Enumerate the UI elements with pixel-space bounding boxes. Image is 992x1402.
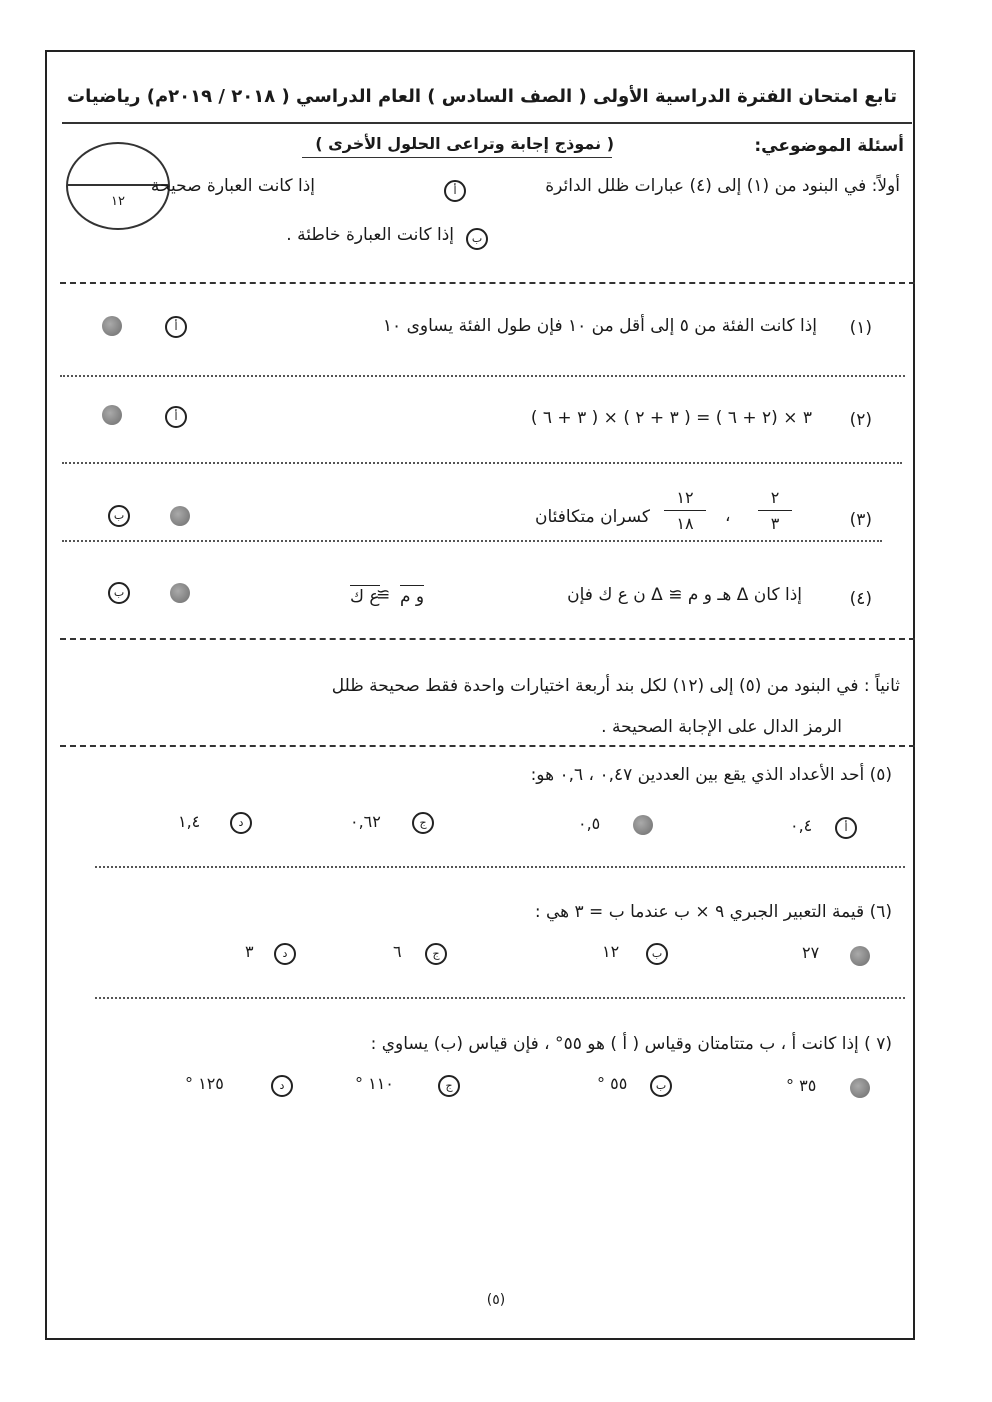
true-symbol-icon: أ (444, 180, 466, 202)
model-answer-note: ( نموذج إجابة وتراعى الحلول الأخرى ) (315, 134, 614, 153)
q1-option-true[interactable]: أ (165, 316, 187, 338)
q2-number: (٢) (849, 410, 872, 430)
divider-dashed-1 (60, 282, 915, 284)
q2-option-true[interactable]: أ (165, 406, 187, 428)
q4-number: (٤) (849, 589, 872, 609)
q6-option-c-value: ٦ (393, 942, 402, 961)
true-meaning: إذا كانت العبارة صحيحة (150, 176, 315, 196)
q2-text: ٣ × (٢ + ٦ ) = ( ٣ + ٢ ) × ( ٣ + ٦ ) (530, 408, 812, 428)
score-value: ١٢ (111, 194, 125, 209)
q3-fraction-1-denominator: ٣ (770, 514, 780, 533)
q4-text: إذا كان Δ هـ و م ≅ Δ ن ع ك فإن (567, 585, 802, 605)
divider-dotted-5 (95, 997, 905, 999)
q1-text: إذا كانت الفئة من ٥ إلى أقل من ١٠ فإن طول الفئة يساوى ١٠ (382, 316, 817, 336)
q3-fraction-1 (758, 488, 792, 533)
part2-instruction-1: ثانياً : في البنود من (٥) إلى (١٢) لكل بند أربعة اختيارات واحدة فقط صحيحة ظلل (331, 676, 900, 696)
divider-dotted-2 (62, 462, 902, 464)
q1-shaded-answer[interactable] (102, 316, 122, 336)
q4-shaded-answer[interactable] (170, 583, 190, 603)
q5-option-a-value: ٠,٤ (790, 816, 813, 835)
q3-shaded-answer[interactable] (170, 506, 190, 526)
section-label: أسئلة الموضوعي: (754, 136, 904, 156)
q3-fraction-2 (664, 488, 706, 533)
q6-option-d-symbol[interactable]: د (274, 943, 296, 965)
q4-segment-2: ع ك (350, 587, 380, 607)
page-number: (٥) (486, 1292, 506, 1308)
q6-option-d-value: ٣ (245, 942, 254, 961)
q5-text: (٥) أحد الأعداد الذي يقع بين العددين ٠,٤٧ ، ٠,٦ هو: (530, 765, 892, 785)
q3-comma: ، (725, 506, 731, 526)
divider-dashed-3 (60, 745, 915, 747)
q5-option-d-value: ١,٤ (178, 812, 201, 831)
q6-text: (٦) قيمة التعبير الجبري ٩ × ب عندما ب = ٣ هي : (534, 902, 892, 922)
q2-shaded-answer[interactable] (102, 405, 122, 425)
q6-shaded-answer-a[interactable] (850, 946, 870, 966)
part1-instruction: أولاً: في البنود من (١) إلى (٤) عبارات ظلل الدائرة (545, 176, 900, 196)
q7-shaded-answer-a[interactable] (850, 1078, 870, 1098)
q7-option-c-symbol[interactable]: ج (438, 1075, 460, 1097)
q3-fraction-2-denominator: ١٨ (676, 514, 694, 533)
model-note-underline (302, 157, 612, 158)
q5-option-c-symbol[interactable]: ج (412, 812, 434, 834)
q7-option-b-value: ٥٥ ° (597, 1074, 628, 1093)
q6-option-b-symbol[interactable]: ب (646, 943, 668, 965)
q7-option-d-value: ١٢٥ ° (185, 1074, 224, 1093)
q5-option-c-value: ٠,٦٢ (350, 812, 381, 831)
q7-option-b-symbol[interactable]: ب (650, 1075, 672, 1097)
q6-option-a-value: ٢٧ (802, 943, 820, 962)
divider-dashed-2 (60, 638, 915, 640)
q3-number: (٣) (849, 510, 872, 530)
q7-option-d-symbol[interactable]: د (271, 1075, 293, 1097)
q5-option-d-symbol[interactable]: د (230, 812, 252, 834)
divider-dotted-1 (60, 375, 905, 377)
q6-option-c-symbol[interactable]: ج (425, 943, 447, 965)
q4-congruent-sign: ≅ (376, 585, 391, 605)
q3-text: كسران متكافئان (535, 507, 650, 527)
q4-segment-1: و م (400, 587, 425, 607)
q5-option-a-symbol[interactable]: أ (835, 817, 857, 839)
q4-option-false[interactable]: ب (108, 582, 130, 604)
q5-option-b-value: ٠,٥ (578, 814, 601, 833)
q1-number: (١) (849, 318, 872, 338)
q7-text: (٧ ) إذا كانت أ ، ب متتامتان وقياس ( أ ) هو ٥٥° ، فإن قياس (ب) يساوي : (370, 1034, 892, 1054)
divider-dotted-3 (62, 540, 882, 542)
q7-option-a-value: ٣٥ ° (786, 1076, 817, 1095)
q3-option-false[interactable]: ب (108, 505, 130, 527)
q7-option-c-value: ١١٠ ° (355, 1074, 394, 1093)
divider-dotted-4 (95, 866, 905, 868)
q5-shaded-answer-b[interactable] (633, 815, 653, 835)
q3-fraction-1-numerator: ٢ (770, 488, 780, 507)
exam-header: تابع امتحان الفترة الدراسية الأولى ( الصف السادس ) العام الدراسي ( ٢٠١٨ / ٢٠١٩م) رياضيات (67, 86, 897, 107)
q3-fraction-2-numerator: ١٢ (676, 488, 694, 507)
header-divider (62, 122, 912, 124)
q6-option-b-value: ١٢ (602, 942, 620, 961)
false-meaning: إذا كانت العبارة خاطئة . (286, 225, 454, 245)
false-symbol-icon: ب (466, 228, 488, 250)
part2-instruction-2: الرمز الدال على الإجابة الصحيحة . (601, 717, 842, 737)
